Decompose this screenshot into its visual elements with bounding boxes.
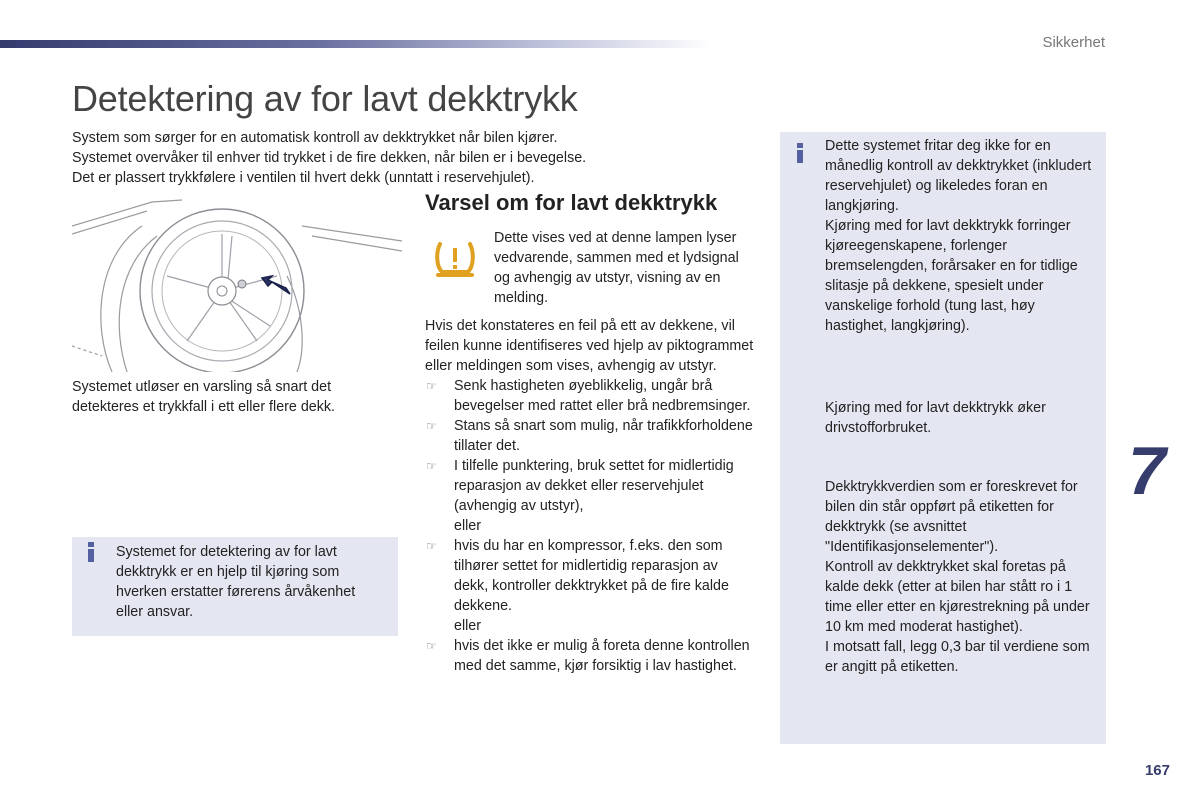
page-title: Detektering av for lavt dekktrykk [72,78,578,119]
intro-line: System som sørger for en automatisk kontroll av dekktrykket når bilen kjører. [72,130,558,146]
lamp-description: Dette vises ved at denne lampen lyser vedvarende, sammen med et lydsignal og avhengig av utstyr, visning av en melding. [494,230,739,306]
pointing-hand-icon: ☞ [426,419,437,433]
list-item: ☞ I tilfelle punktering, bruk settet for midlertidig reparasjon av dekket eller reservehjulet (avhengig av utstyr), [426,458,734,514]
info-paragraph: Kjøring med for lavt dekktrykk øker drivstofforbruket. [825,400,1046,436]
info-text-block [825,136,1100,336]
or-word: eller [454,618,482,634]
list-item: ☞ hvis det ikke er mulig å foreta denne kontrollen med det samme, kjør forsiktig i lav hastighet. [426,638,750,674]
section-name: Sikkerhet [1042,34,1105,51]
info-paragraph: I motsatt fall, legg 0,3 bar til verdiene som er angitt på etiketten. [825,639,1090,675]
list-item: ☞ Senk hastigheten øyeblikkelig, ungår brå bevegelser med rattet eller brå nedbremsinger. [426,378,751,414]
info-paragraph: Kontroll av dekktrykket skal foretas på kalde dekk (etter at bilen har stått ro i 1 time eller etter en kjørestrekning på under 10 km med moderat hastighet). [825,559,1090,635]
info-box-left [72,537,398,636]
info-text: Systemet for detektering av for lavt dekktrykk er en hjelp til kjøring som hverken erstatter førerens årvåkenhet eller ansvar. [116,544,356,620]
tire-pressure-warning-icon [434,238,476,280]
page-number: 167 [1144,762,1170,779]
intro-line: Systemet overvåker til enhver tid trykket i de fire dekken, når bilen er i bevegelse. [72,150,587,166]
fault-instructions [425,316,755,676]
header-bar [0,40,712,48]
pointing-hand-icon: ☞ [426,459,437,473]
info-paragraph: Kjøring med for lavt dekktrykk forringer kjøreegenskapene, forlenger bremselengden, forårsaker en for tidlige slitasje på dekkene, spesielt under vanskelige forhold (tung last, høy hastighet, langkjøring). [825,218,1078,334]
fault-paragraph: Hvis det konstateres en feil på ett av dekkene, vil feilen kunne identifiseres ved hjelp av piktogrammet eller meldingen som vises, avhengig av utstyr. [425,318,754,374]
list-item: ☞ hvis du har en kompressor, f.eks. den som tilhører settet for midlertidig reparasjon av dekk, kontroller dekktrykket på de fire kalde dekkene. [426,538,729,614]
chapter-number: 7 [1128,433,1166,509]
info-text-block [825,398,1100,438]
intro-text [72,128,712,188]
info-text-block [825,477,1100,677]
intro-line: Det er plassert trykkfølere i ventilen til hvert dekk (unntatt i reservehjulet). [72,170,535,186]
info-icon [88,542,94,562]
info-paragraph: Dekktrykkverdien som er foreskrevet for bilen din står oppført på etiketten for dekktrykk (se avsnittet "Identifikasjonselementer"). [825,479,1078,555]
instruction-list [425,376,755,676]
info-paragraph: Dette systemet fritar deg ikke for en månedlig kontroll av dekktrykket (inkludert reservehjulet) og likeledes foran en langkjøring. [825,138,1092,214]
pointing-hand-icon: ☞ [426,639,437,653]
wheel-valve-sensor-illustration [72,196,402,372]
section-heading: Varsel om for lavt dekktrykk [425,190,718,215]
left-caption: Systemet utløser en varsling så snart det detekteres et trykkfall i ett eller flere dekk. [72,379,336,415]
pointing-hand-icon: ☞ [426,539,437,553]
or-word: eller [454,518,482,534]
list-item: ☞ Stans så snart som mulig, når trafikkforholdene tillater det. [426,418,753,454]
info-box-right [780,132,1106,744]
pointing-hand-icon: ☞ [426,379,437,393]
info-icon [797,143,803,163]
